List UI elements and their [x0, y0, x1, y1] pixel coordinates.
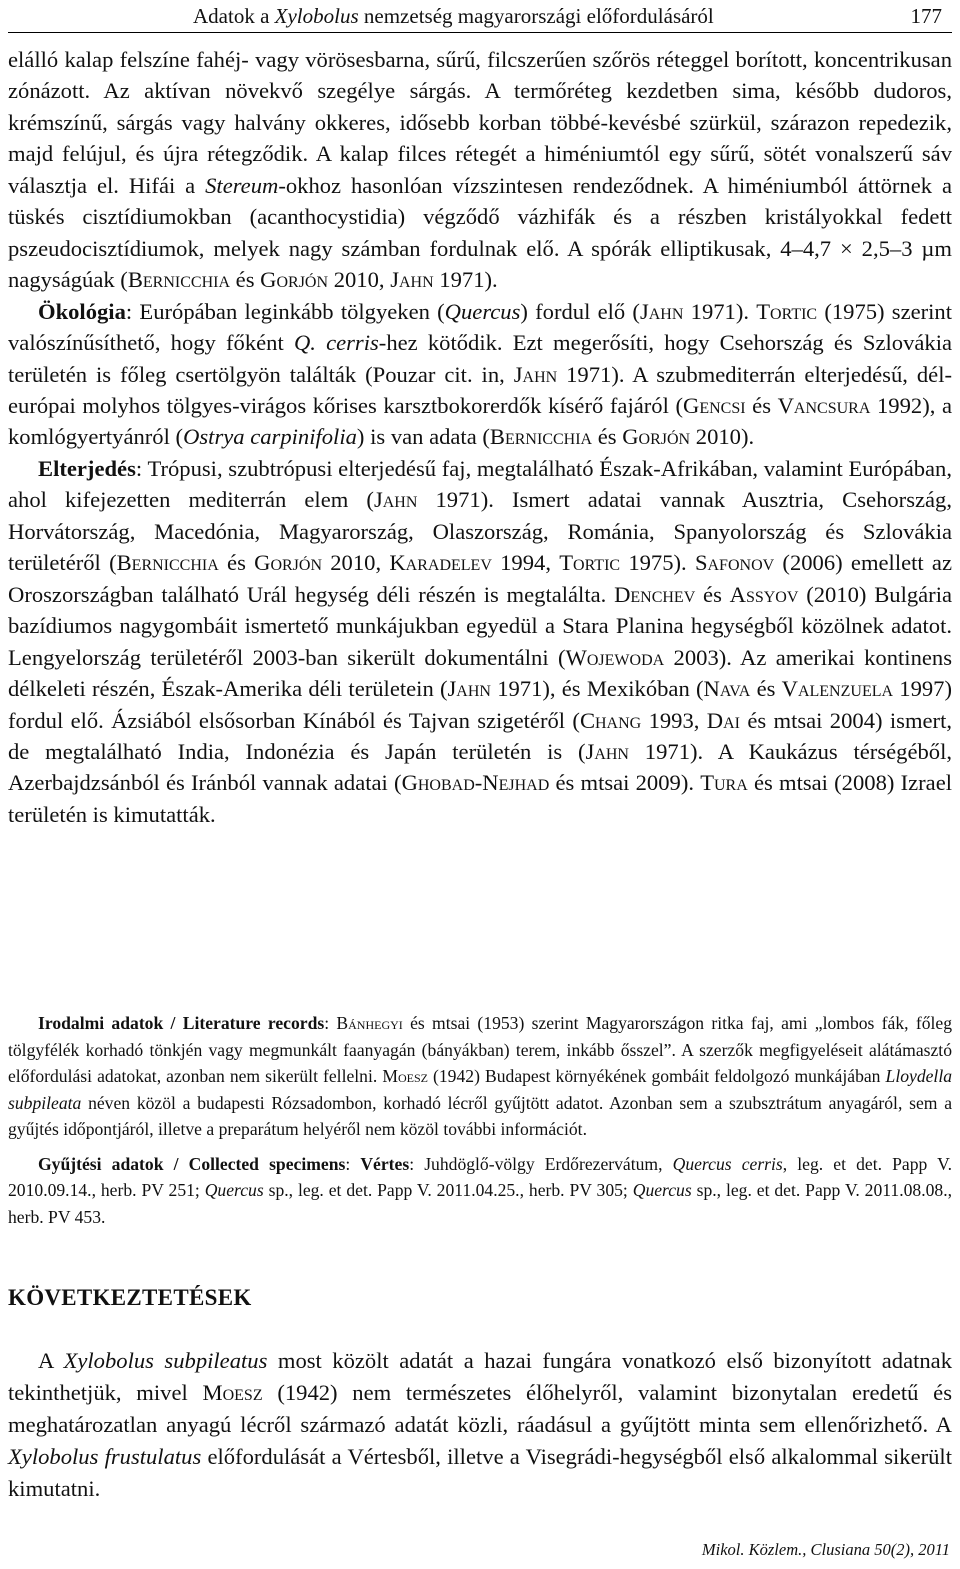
text: és	[695, 581, 730, 607]
author-name: Jahn	[373, 487, 418, 513]
author-name: Jahn	[639, 298, 684, 324]
author-name: Safonov	[694, 550, 775, 576]
paragraph-distribution	[8, 453, 952, 830]
taxon-name: Quercus cerris	[672, 1153, 783, 1174]
section-heading: KÖVETKEZTETÉSEK	[8, 1285, 252, 1310]
literature-records	[8, 1010, 952, 1143]
text: és mtsai 2009).	[549, 770, 701, 796]
author-name: Tura	[700, 770, 748, 796]
text: 1971). A szubmediterrán elterjedésű, dél-európai molyhos tölgyes-virágos kőrises karsztbokorerdők kísérő fajáról (	[8, 361, 952, 418]
text: 1971).	[683, 298, 757, 324]
author-name: Assyov	[729, 581, 799, 607]
author-name: Nava	[703, 676, 751, 702]
text: -hez kötődik. Ezt megerősíti, hogy Csehország és Szlovákia területén is főleg csertölgyön találták (Pouzar cit. in,	[8, 330, 952, 387]
text: A	[38, 1348, 64, 1373]
text: 1994,	[491, 550, 560, 576]
text: és	[230, 267, 261, 293]
text: 1997) fordul elő. Ázsiából elsősorban Kínából és Tajvan szigetéről (	[8, 676, 952, 733]
text: 1971). A Kaukázus térségéből, Azerbajdzsánból és Iránból vannak adatai (	[8, 738, 952, 796]
author-name: Tortic	[559, 550, 621, 576]
text: 2010,	[328, 267, 391, 293]
text: most közölt adatát a hazai fungára vonatkozó első bizonyított adatnak tekinthetjük, mivel	[8, 1348, 953, 1405]
text: : Trópusi, szubtrópusi elterjedésű faj, megtalálható Észak-Afrikában, valamint Európában, ahol kifejezetten mediterrán elem (	[8, 455, 952, 513]
author-name: Vancsura	[777, 392, 871, 418]
paragraph-ecology	[8, 296, 952, 453]
author-name: Tortic	[756, 298, 818, 324]
records-block	[8, 1010, 952, 1238]
text: : Európában leginkább tölgyeken (	[125, 298, 445, 324]
running-header	[8, 4, 952, 33]
taxon-name: Quercus	[632, 1180, 692, 1200]
text: 2010,	[322, 550, 390, 576]
locality-label: Vértes	[360, 1153, 410, 1174]
text: és	[750, 676, 782, 702]
text: -okhoz hasonlóan vízszintesen rendeződnek. A himéniumból áttörnek a tüskés cisztídiumokban (acanthocystidia) végződő vázhifák és a részben kristályokkal fedett pszeudocisztídiumok, melyek nagy számban fordulnak elő. A spórák elliptikusak, 4–4,7 × 2,5–3 µm nagyságúak (	[8, 172, 952, 293]
text: sp., leg. et det. Papp V. 2011.08.08., herb. PV 453.	[8, 1180, 952, 1227]
collected-specimens	[8, 1151, 952, 1231]
author-name: Bernicchia	[489, 424, 593, 450]
author-name: Jahn	[447, 676, 491, 702]
text: (2010) Bulgária bazídiumos nagygombáit ismertető munkájukban egyedül a Stara Planina hegységből közölnek adatot. Lengyelország területéről 2003-ban sikerült dokumentálni (	[8, 581, 952, 670]
main-text	[8, 44, 952, 830]
author-name: Valenzuela	[781, 676, 894, 702]
author-name: Bánhegyi	[336, 1013, 403, 1033]
taxon-name: Q. cerris	[293, 330, 379, 356]
author-name: Ghobad-Nejhad	[401, 770, 550, 796]
text: : Juhdöglő-völgy Erdőrezervátum,	[409, 1153, 673, 1174]
taxon-name: Quercus	[204, 1180, 264, 1200]
text: és mtsai (1953) szerint Magyarországon ritka faj, ami „lombos fák, főleg tölgyfélék korhadó tönkjén vagy megmunkált faanyagán (bányákban) terem, inkább ősszel”. A szerzők megfigyeléseit alátámasztó előfordulási adatokat, azonban nem sikerült fellelni.	[8, 1013, 952, 1086]
text: :	[324, 1013, 337, 1033]
author-name: Karadelev	[389, 550, 492, 576]
author-name: Jahn	[513, 361, 558, 387]
literature-label: Irodalmi adatok / Literature records	[38, 1013, 325, 1033]
title-text-end: nemzetség magyarországi előfordulásáról	[358, 4, 714, 28]
author-name: Moesz	[202, 1380, 263, 1405]
paragraph-conclusion	[8, 1345, 952, 1505]
collected-label: Gyűjtési adatok / Collected specimens	[38, 1153, 346, 1174]
paragraph-description	[8, 44, 952, 296]
taxon-name: Lloydella subpileata	[8, 1066, 953, 1113]
text: és	[745, 392, 778, 418]
page-number: 177	[910, 4, 942, 28]
author-name: Gorjón	[254, 550, 323, 576]
taxon-name: Xylobolus frustulatus	[8, 1444, 202, 1469]
conclusion-text	[8, 1345, 952, 1505]
text: 2003). Az amerikai kontinens délkeleti részén, Észak-Amerika déli területein (	[8, 644, 952, 702]
journal-footer	[702, 1540, 950, 1560]
text: és	[218, 550, 255, 576]
taxon-name: Xylobolus subpileatus	[63, 1348, 268, 1373]
author-name: Gorjón	[622, 424, 691, 450]
text: (1942) Budapest környékének gombáit feldolgozó munkájában	[427, 1066, 886, 1086]
distribution-label: Elterjedés	[38, 455, 136, 481]
text: 1971), és Mexikóban (	[490, 676, 704, 702]
text: (1975) szerint valószínűsíthető, hogy főként	[8, 298, 953, 356]
text: előfordulását a Vértesből, illetve a Visegrádi-hegységből első alkalommal sikerült kimutatni.	[8, 1444, 952, 1501]
author-name: Jahn	[390, 267, 434, 293]
author-name: Denchev	[614, 581, 696, 607]
text: 1971). Ismert adatai vannak Ausztria, Csehország, Horvátország, Macedónia, Magyarország, Olaszország, Románia, Spanyolország és Szlovákia területéről (	[8, 487, 952, 576]
author-name: Wojewoda	[565, 644, 665, 670]
text: 1992), a komlógyertyánról (	[8, 392, 953, 450]
text: (2006) emellett az Oroszországban található Urál hegység déli részén is megtalálta.	[8, 550, 952, 607]
text: 2010).	[690, 424, 755, 450]
text: és	[592, 424, 623, 450]
author-name: Dai	[706, 707, 740, 733]
author-name: Gorjón	[260, 267, 329, 293]
text: (1942) nem természetes élőhelyről, valamint bizonytalan eredetű és meghatározatlan anyagú lécről származó adatát közli, ráadásul a gyűjtött minta sem ellenőrizhető. A	[8, 1380, 952, 1437]
text: 1971).	[433, 267, 498, 293]
taxon-name: Quercus	[444, 298, 521, 324]
text: , leg. et det. Papp V. 2010.09.14., herb. PV 251;	[8, 1153, 952, 1200]
text: ) fordul elő (	[520, 298, 640, 324]
author-name: Chang	[579, 707, 642, 733]
author-name: Bernicchia	[116, 550, 219, 576]
text: :	[345, 1153, 361, 1174]
author-name: Bernicchia	[127, 267, 231, 293]
text: néven közöl a budapesti Rózsadombon, korhadó lécről gyűjtött adatot. Azonban sem a szubsztrátum anyagáról, sem a gyűjtés időpontjáról, illetve a preparátum helyéről nem közöl további információt.	[8, 1092, 952, 1139]
text: sp., leg. et det. Papp V. 2011.04.25., herb. PV 305;	[263, 1180, 633, 1200]
journal-citation: Mikol. Közlem., Clusiana 50(2), 2011	[701, 1540, 950, 1559]
text: elálló kalap felszíne fahéj- vagy vörösesbarna, sűrű, filcszerűen szőrös réteggel borított, koncentrikusan zónázott. Az aktívan növekvő szegélye sárgás. A termőréteg kezdetben sima, később dudoros, krémszínű, sárgás vagy halvány okkeres, idősebb korban többé-kevésbé szürkül, szárazon repedezik, majd felújul, és újra rétegződik. A kalap filces rétegét a himéniumtól egy sűrű, sötét vonalszerű sáv választja el. Hifái a	[8, 47, 952, 198]
ecology-label: Ökológia	[38, 298, 126, 324]
title-genus: Xylobolus	[274, 4, 359, 28]
author-name: Jahn	[585, 738, 629, 764]
taxon-name: Ostrya carpinifolia	[183, 424, 357, 450]
text: és mtsai 2004) ismert, de megtalálható India, Indonézia és Japán területén is (	[8, 707, 952, 764]
running-title	[193, 4, 714, 29]
author-name: Moesz	[382, 1066, 428, 1086]
text: és mtsai (2008) Izrael területén is kimutatták.	[8, 770, 952, 827]
text: ) is van adata (	[356, 424, 490, 450]
text: 1993,	[641, 707, 707, 733]
title-text: Adatok a	[193, 4, 275, 28]
text: 1975).	[620, 550, 695, 576]
taxon-name: Stereum	[205, 172, 279, 198]
author-name: Gencsi	[683, 392, 746, 418]
